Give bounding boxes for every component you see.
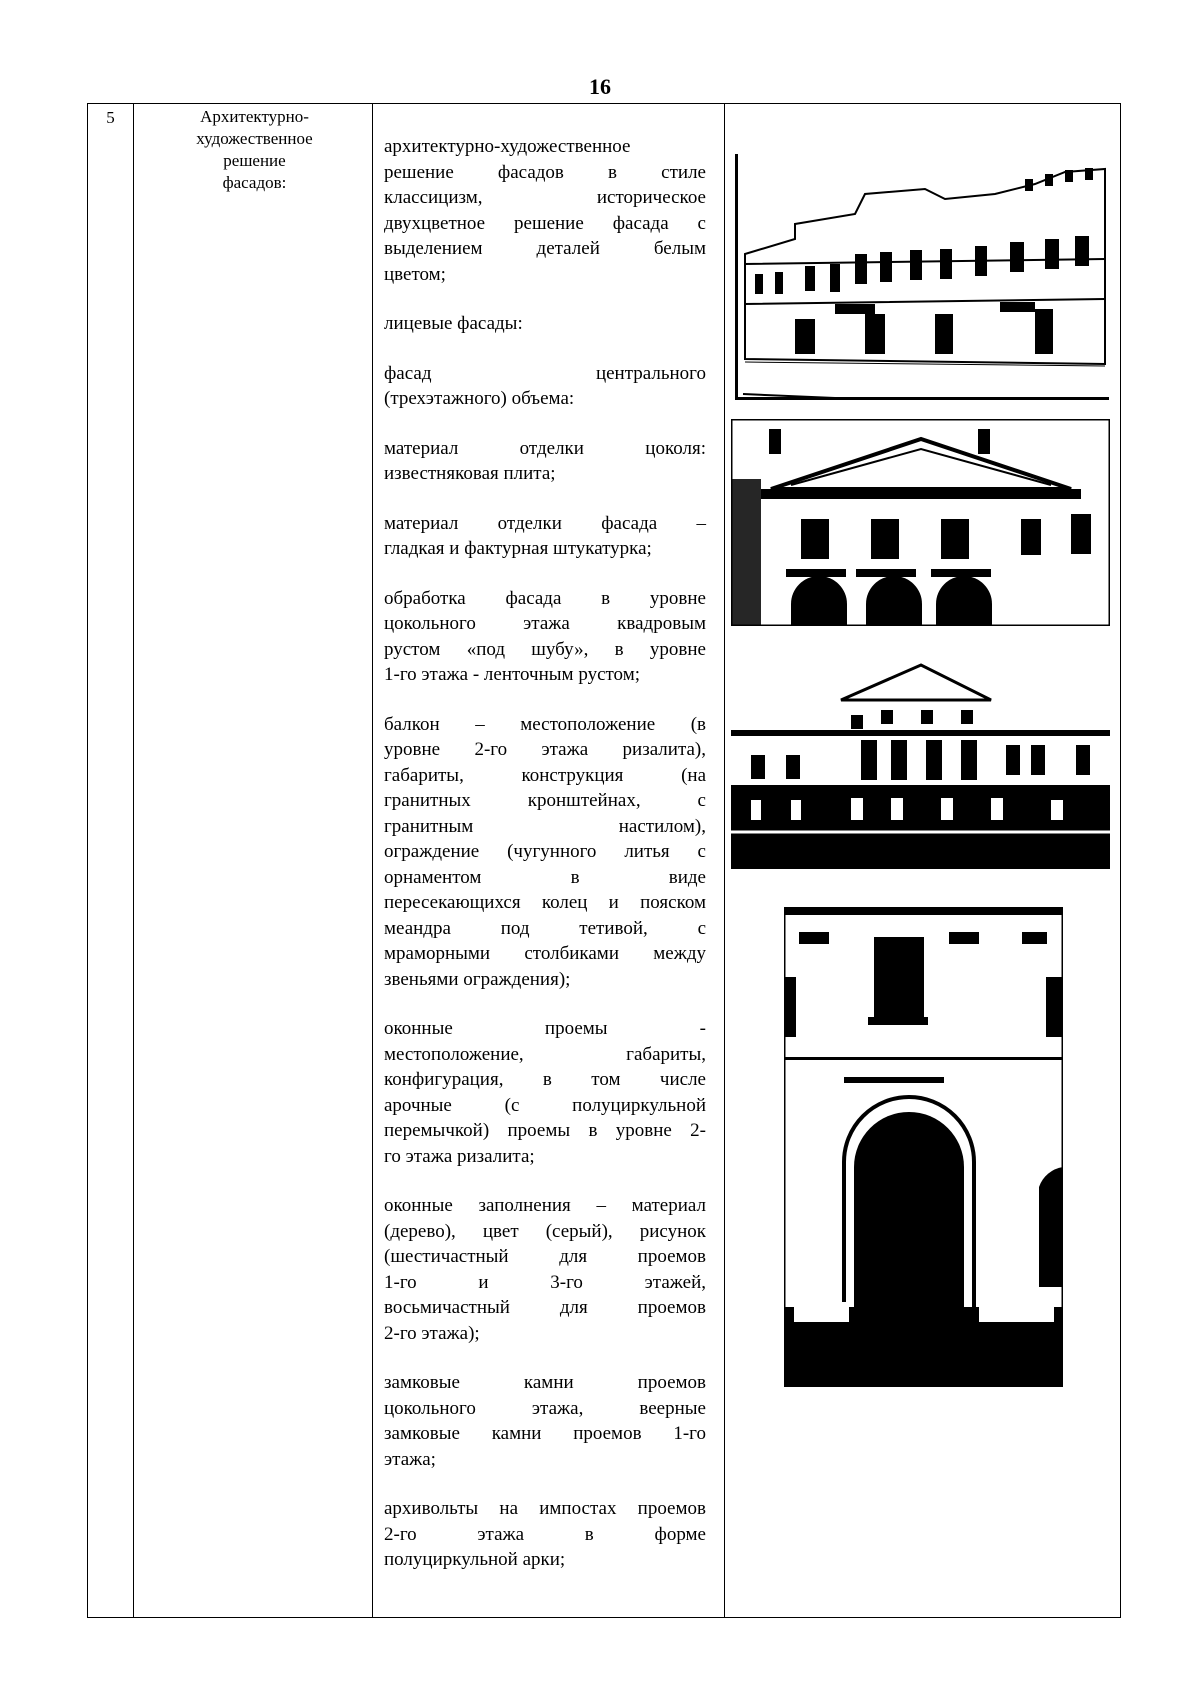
description-paragraph [384, 436, 706, 487]
description-line: (дерево), цвет (серый), рисунок [384, 1220, 706, 1242]
description-paragraph [384, 361, 706, 412]
description-line: классицизм, историческое [384, 187, 706, 208]
feature-line: решение [223, 151, 286, 170]
description-line: звеньями ограждения); [384, 968, 571, 990]
description-line: полуциркульной арки; [384, 1549, 566, 1570]
description-line: арочные (с полуциркульной [384, 1094, 706, 1116]
photo-arched-window [784, 907, 1063, 1387]
description-paragraph [384, 1193, 706, 1346]
photo-street-view [735, 154, 1109, 400]
feature-line: Архитектурно- [200, 107, 309, 126]
description-paragraph [384, 712, 706, 993]
description-line: меандра под тетивой, с [384, 917, 706, 939]
column-divider [724, 104, 725, 1617]
description-line: уровне 2-го этажа ризалита), [384, 739, 706, 760]
description-line: (шестичастный для проемов [384, 1246, 706, 1267]
description-line: оконные заполнения – материал [384, 1195, 706, 1216]
description-line: выделением деталей белым [384, 238, 706, 259]
description-line: балкон – местоположение (в [384, 713, 706, 735]
description-line: го этажа ризалита; [384, 1145, 535, 1167]
description-line: габариты, конструкция (на [384, 764, 706, 786]
description-line: материал отделки фасада – [384, 512, 706, 534]
description-line: гладкая и фактурная штукатурка; [384, 538, 652, 559]
description-line: конфигурация, в том числе [384, 1069, 706, 1090]
description-line: архивольты на импостах проемов [384, 1498, 706, 1519]
description-line: гранитным настилом), [384, 815, 706, 837]
description-line: рустом «под шубу», в уровне [384, 638, 706, 660]
description-line: 1-го и 3-го этажей, [384, 1271, 706, 1293]
description-paragraph [384, 1370, 706, 1472]
feature-description [384, 134, 706, 1597]
description-line: местоположение, габариты, [384, 1043, 706, 1065]
feature-line: художественное [196, 129, 313, 148]
feature-line: фасадов: [222, 173, 287, 192]
description-paragraph [384, 1496, 706, 1573]
column-divider [133, 104, 134, 1617]
column-divider [372, 104, 373, 1617]
description-line: цокольного этажа, веерные [384, 1397, 706, 1419]
description-line: восьмичастный для проемов [384, 1297, 706, 1318]
description-line: известняковая плита; [384, 463, 556, 484]
description-line: материал отделки цоколя: [384, 437, 706, 459]
description-line: гранитных кронштейнах, с [384, 790, 706, 811]
description-line: решение фасадов в стиле [384, 161, 706, 183]
description-line: оконные проемы - [384, 1018, 706, 1039]
description-line: перемычкой) проемы в уровне 2- [384, 1120, 706, 1141]
description-paragraph [384, 311, 706, 337]
description-line: двухцветное решение фасада с [384, 212, 706, 234]
description-line: мраморными столбиками между [384, 943, 706, 964]
description-line: фасад центрального [384, 362, 706, 384]
feature-name [136, 106, 373, 194]
photo-full-facade [731, 660, 1110, 869]
description-line: пересекающихся колец и пояском [384, 892, 706, 913]
description-line: ограждение (чугунного литья с [384, 841, 706, 862]
heritage-table [87, 103, 1121, 1618]
description-line: (трехэтажного) объема: [384, 388, 575, 409]
description-paragraph [384, 586, 706, 688]
photo-pediment [731, 419, 1110, 626]
description-line: 1-го этажа - ленточным рустом; [384, 664, 640, 685]
description-line: цветом; [384, 263, 446, 285]
page-number: 16 [589, 74, 611, 99]
description-line: замковые камни проемов 1-го [384, 1423, 706, 1444]
description-line: 2-го этажа); [384, 1322, 480, 1344]
description-line: лицевые фасады: [384, 313, 523, 334]
description-line: обработка фасада в уровне [384, 587, 706, 609]
description-paragraph [384, 1016, 706, 1169]
description-paragraph [384, 134, 706, 287]
description-line: этажа; [384, 1448, 436, 1470]
description-line: орнаментом в виде [384, 866, 706, 888]
description-line: архитектурно-художественное [384, 136, 631, 157]
row-number: 5 [106, 108, 115, 127]
description-line: цокольного этажа квадровым [384, 613, 706, 634]
description-line: 2-го этажа в форме [384, 1523, 706, 1545]
description-line: замковые камни проемов [384, 1372, 706, 1393]
description-paragraph [384, 511, 706, 562]
